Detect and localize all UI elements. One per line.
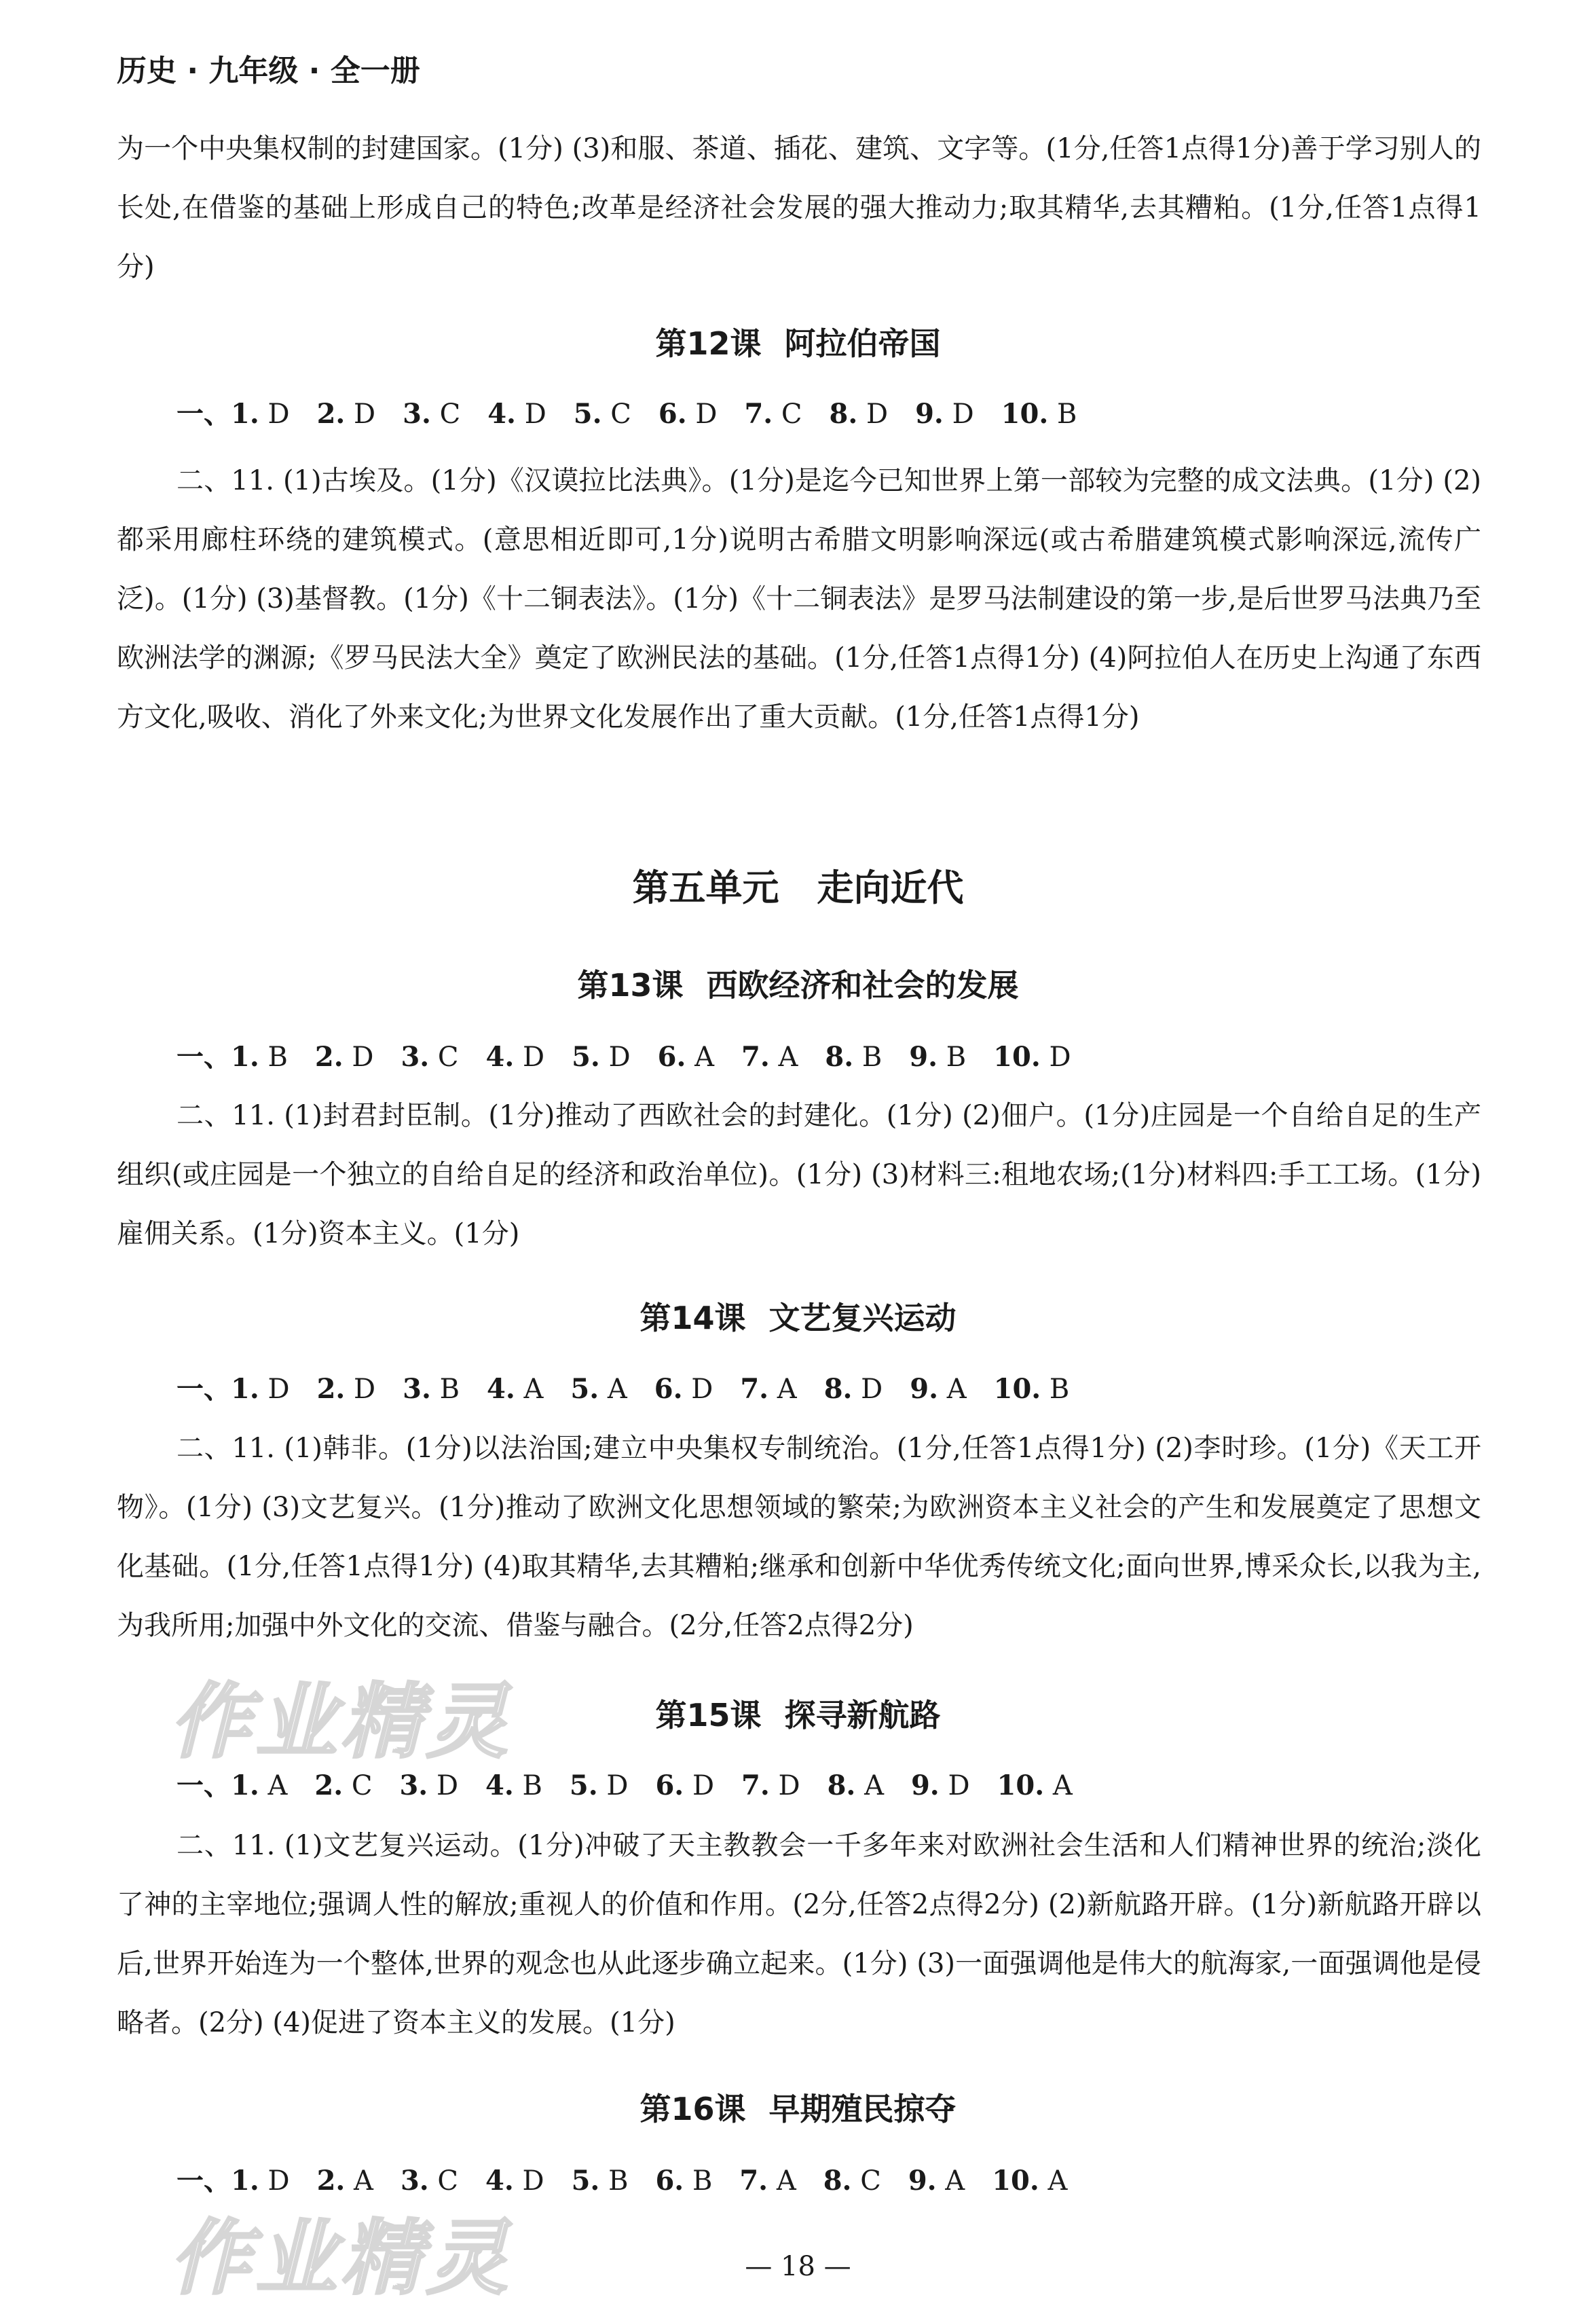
choice-answer: 3. C xyxy=(401,1041,459,1073)
choice-answer: 8. A xyxy=(827,1770,884,1801)
choice-answer: 6. D xyxy=(658,398,718,430)
choice-section-label: 一、 xyxy=(177,1770,231,1801)
lesson-16-title xyxy=(0,2085,1596,2129)
choice-answer: 6. A xyxy=(657,1041,715,1073)
lesson-number: 第14课 xyxy=(639,1300,746,1336)
choice-answer: 1. A xyxy=(231,1770,288,1801)
choice-answer: 1. B xyxy=(231,1041,288,1073)
choice-answer: 3. C xyxy=(403,398,461,430)
choice-answer: 4. A xyxy=(487,1373,544,1405)
choice-answer: 8. C xyxy=(823,2165,881,2197)
choice-section-label: 一、 xyxy=(177,1042,231,1073)
choice-answer: 2. A xyxy=(316,2165,373,2197)
unit-5-title xyxy=(0,859,1596,911)
choice-answer: 10. A xyxy=(997,1770,1073,1801)
choice-answer: 5. D xyxy=(572,1041,631,1073)
lesson-number: 第13课 xyxy=(577,967,684,1004)
choice-answer: 10. B xyxy=(1001,398,1077,430)
choice-answer: 9. A xyxy=(908,2165,965,2197)
lesson-name: 探寻新航路 xyxy=(784,1697,941,1734)
choice-answer: 7. A xyxy=(739,2165,796,2197)
lesson-14-choice-answers xyxy=(177,1368,1096,1406)
page-number: — 18 — xyxy=(745,2251,851,2282)
choice-answer: 7. C xyxy=(744,398,802,430)
choice-answer: 9. A xyxy=(910,1373,967,1405)
choice-answer: 6. D xyxy=(654,1373,713,1405)
running-header: 历史 · 九年级 · 全一册 xyxy=(117,54,420,88)
choice-answer: 8. D xyxy=(823,1373,883,1405)
choice-answer: 10. A xyxy=(992,2165,1068,2197)
choice-answer: 2. D xyxy=(314,1041,374,1073)
choice-answer: 5. B xyxy=(571,2165,629,2197)
choice-answer: 2. D xyxy=(316,1373,376,1405)
choice-answer: 2. D xyxy=(316,398,376,430)
lesson-16-choice-answers xyxy=(177,2159,1094,2198)
choice-answer: 3. B xyxy=(403,1373,460,1405)
lesson-12-short-answers: 二、11. (1)古埃及。(1分)《汉谟拉比法典》。(1分)是迄今已知世界上第一部较为完整的成文法典。(1分) (2)都采用廊柱环绕的建筑模式。(意思相近即可,1分)说明古希腊文明影响深远(或古希腊建筑模式影响深远,流传广泛)。(1分) (3)基督教。(1分)《十二铜表法》。(1分)《十二铜表法》是罗马法制建设的第一步,是后世罗马法典乃至欧洲法学的渊源;《罗马民法大全》奠定了欧洲民法的基础。(1分,任答1点得1分) (4)阿拉伯人在历史上沟通了东西方文化,吸收、消化了外来文化;为世界文化发展作出了重大贡献。(1分,任答1点得1分) xyxy=(117,465,1481,733)
watermark: 作业精灵 xyxy=(170,2212,512,2306)
choice-answer: 6. B xyxy=(655,2165,713,2197)
choice-answer: 9. B xyxy=(909,1041,967,1073)
choice-answer: 3. D xyxy=(399,1770,459,1801)
choice-section-label: 一、 xyxy=(177,1374,231,1405)
choice-answer: 1. D xyxy=(231,398,290,430)
choice-answer: 3. C xyxy=(400,2165,459,2197)
lesson-13-choice-answers xyxy=(177,1035,1098,1074)
lesson-name: 西欧经济和社会的发展 xyxy=(706,967,1019,1004)
choice-answer: 1. D xyxy=(231,1373,290,1405)
lesson-number: 第15课 xyxy=(655,1697,762,1734)
choice-answer: 5. D xyxy=(569,1770,629,1801)
lesson-name: 阿拉伯帝国 xyxy=(784,325,941,362)
choice-answer: 10. D xyxy=(993,1041,1071,1073)
choice-answer: 1. D xyxy=(231,2165,290,2197)
choice-section-label: 一、 xyxy=(177,2165,231,2197)
choice-answer: 2. C xyxy=(314,1770,373,1801)
lesson-name: 文艺复兴运动 xyxy=(768,1300,957,1336)
lesson-12-choice-answers xyxy=(177,392,1104,431)
intro-paragraph: 为一个中央集权制的封建国家。(1分) (3)和服、茶道、插花、建筑、文字等。(1分,任答1点得1分)善于学习别人的长处,在借鉴的基础上形成自己的特色;改革是经济社会发展的强大推动力;取其精华,去其糟粕。(1分,任答1点得1分) xyxy=(117,133,1481,282)
lesson-13-short-answers: 二、11. (1)封君封臣制。(1分)推动了西欧社会的封建化。(1分) (2)佃户。(1分)庄园是一个自给自足的生产组织(或庄园是一个独立的自给自足的经济和政治单位)。(1分) (3)材料三:租地农场;(1分)材料四:手工工场。(1分)雇佣关系。(1分)资本主义。(1分) xyxy=(117,1100,1481,1249)
watermark: 作业精灵 xyxy=(170,1675,512,1770)
lesson-14-short-answers: 二、11. (1)韩非。(1分)以法治国;建立中央集权专制统治。(1分,任答1点得1分) (2)李时珍。(1分)《天工开物》。(1分) (3)文艺复兴。(1分)推动了欧洲文化思想领域的繁荣;为欧洲资本主义社会的产生和发展奠定了思想文化基础。(1分,任答1点得1分) (4)取其精华,去其糟粕;继承和创新中华优秀传统文化;面向世界,博采众长,以我为主,为我所用;加强中外文化的交流、借鉴与融合。(2分,任答2点得2分) xyxy=(117,1433,1481,1641)
choice-answer: 7. A xyxy=(741,1041,798,1073)
unit-number: 第五单元 xyxy=(632,866,779,909)
lesson-name: 早期殖民掠夺 xyxy=(768,2091,957,2127)
lesson-12-title xyxy=(0,319,1596,364)
choice-answer: 5. A xyxy=(570,1373,627,1405)
choice-answer: 9. D xyxy=(910,1770,970,1801)
choice-answer: 4. D xyxy=(487,398,546,430)
lesson-14-title xyxy=(0,1294,1596,1338)
choice-section-label: 一、 xyxy=(177,399,231,430)
choice-answer: 8. B xyxy=(825,1041,883,1073)
choice-answer: 5. C xyxy=(573,398,631,430)
choice-answer: 4. D xyxy=(485,2165,544,2197)
choice-answer: 10. B xyxy=(993,1373,1070,1405)
choice-answer: 4. B xyxy=(485,1770,542,1801)
choice-answer: 7. D xyxy=(741,1770,800,1801)
unit-name: 走向近代 xyxy=(817,866,964,909)
choice-answer: 7. A xyxy=(740,1373,797,1405)
choice-answer: 8. D xyxy=(829,398,889,430)
lesson-13-title xyxy=(0,961,1596,1006)
lesson-number: 第12课 xyxy=(655,325,762,362)
lesson-15-short-answers: 二、11. (1)文艺复兴运动。(1分)冲破了天主教教会一千多年来对欧洲社会生活和人们精神世界的统治;淡化了神的主宰地位;强调人性的解放;重视人的价值和作用。(2分,任答2点得2分) (2)新航路开辟。(1分)新航路开辟以后,世界开始连为一个整体,世界的观念也从此逐步确立起来。(1分) (3)一面强调他是伟大的航海家,一面强调他是侵略者。(2分) (4)促进了资本主义的发展。(1分) xyxy=(117,1830,1481,2038)
choice-answer: 9. D xyxy=(915,398,974,430)
choice-answer: 6. D xyxy=(655,1770,715,1801)
lesson-number: 第16课 xyxy=(639,2091,746,2127)
choice-answer: 4. D xyxy=(485,1041,545,1073)
